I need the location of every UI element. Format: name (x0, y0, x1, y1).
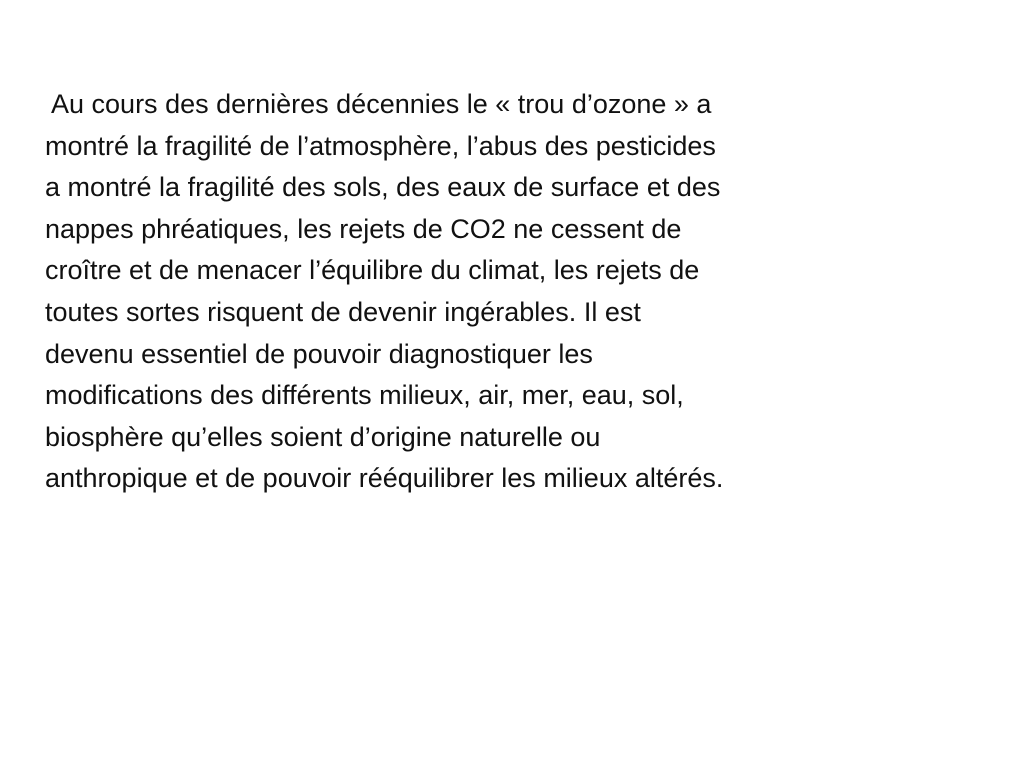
paragraph-line: montré la fragilité de l’atmosphère, l’abus des pesticides (45, 130, 716, 161)
paragraph-line: biosphère qu’elles soient d’origine naturelle ou (45, 421, 601, 452)
body-paragraph (45, 84, 1005, 500)
paragraph-line: croître et de menacer l’équilibre du climat, les rejets de (45, 255, 700, 286)
paragraph-line: nappes phréatiques, les rejets de CO2 ne cessent de (45, 213, 682, 244)
paragraph-line: devenu essentiel de pouvoir diagnostiquer les (45, 338, 593, 369)
paragraph-line: a montré la fragilité des sols, des eaux de surface et des (45, 172, 721, 203)
paragraph-line: toutes sortes risquent de devenir ingérables. Il est (45, 296, 641, 327)
paragraph-line: anthropique et de pouvoir rééquilibrer les milieux altérés. (45, 463, 724, 494)
paragraph-line: Au cours des dernières décennies le « trou d’ozone » a (45, 89, 712, 119)
paragraph-line: modifications des différents milieux, air, mer, eau, sol, (45, 380, 684, 411)
